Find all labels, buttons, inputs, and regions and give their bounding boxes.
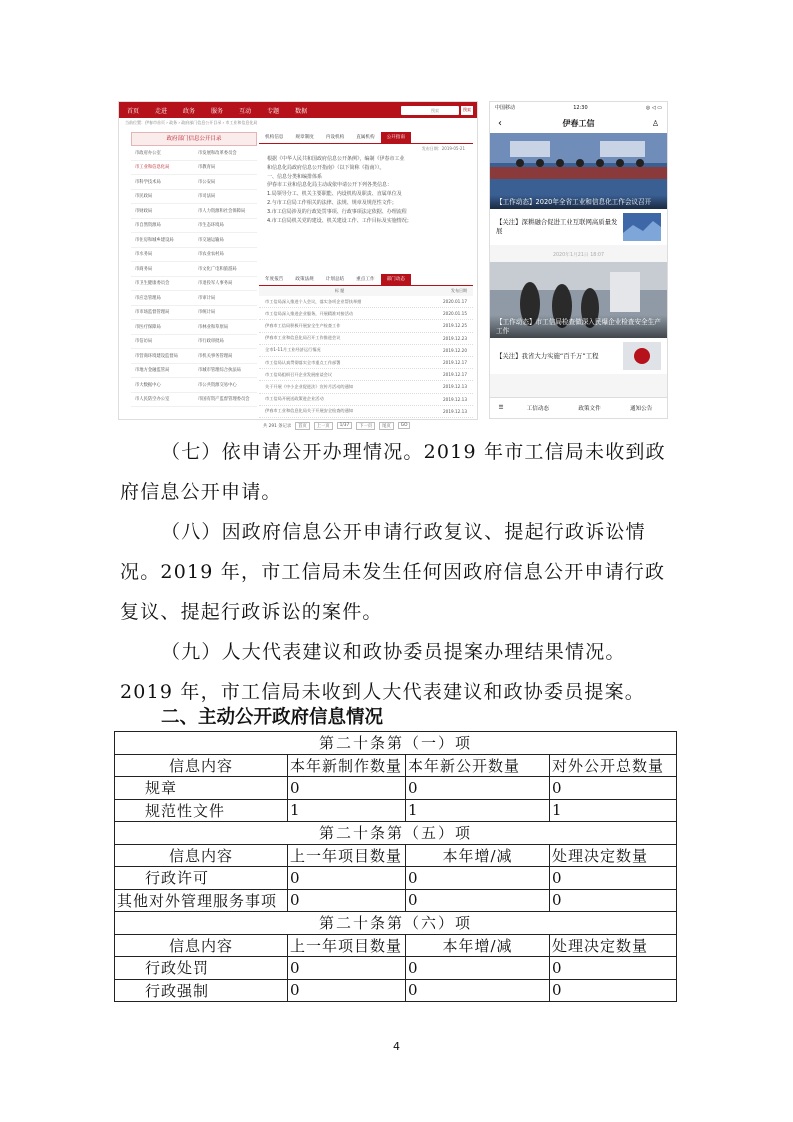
sidebar-item: 市人力资源和社会保障局 — [194, 204, 257, 219]
pager-item: 尾页 — [379, 422, 394, 430]
sidebar-item: 市市场监督管理局 — [131, 306, 194, 321]
header-cell: 信息内容 — [115, 844, 288, 867]
news-card — [490, 262, 667, 374]
row-label: 行政强制 — [115, 979, 288, 1002]
nav-item: 服务 — [211, 107, 224, 115]
list-header-title: 标 题 — [335, 288, 345, 293]
website-tab: 规章制度 — [295, 135, 314, 140]
news-panel — [259, 274, 473, 434]
list-item-title: 市工信局深入推进企业服务，开展精准对接活动 — [265, 310, 353, 316]
search-button: 搜索 — [461, 106, 473, 115]
sidebar-item: 市司法局 — [194, 190, 257, 205]
list-item-date: 2019.12.17 — [443, 360, 467, 366]
website-tab: 直属机构 — [356, 135, 375, 140]
nav-item: 数据 — [295, 107, 308, 115]
guide-tabs — [259, 132, 473, 144]
list-item — [259, 320, 473, 332]
row-label: 其他对外管理服务事项 — [115, 889, 288, 912]
table-cell: 0 — [406, 777, 550, 800]
nav-item: 首页 — [127, 107, 140, 115]
sidebar-item: 市工业和信息化局 — [131, 161, 194, 176]
nav-item: 政务 — [183, 107, 196, 115]
pager-item: GO — [398, 422, 411, 429]
list-item — [259, 357, 473, 369]
list-item-title: 市工信局开展送政策进企业活动 — [265, 396, 324, 402]
back-icon: ‹ — [498, 117, 502, 129]
paragraph-8-line1: （八）因政府信息公开申请行政复议、提起行政诉讼情 — [161, 521, 646, 543]
sidebar-title: 政府部门信息公开目录 — [131, 132, 257, 146]
guide-text — [259, 152, 473, 228]
nav-item: 专题 — [267, 107, 280, 115]
sidebar-item: 市公安局 — [194, 175, 257, 190]
news-subitem — [490, 209, 667, 245]
guide-date: 发布日期：2019-05-21 — [421, 146, 465, 151]
sidebar-item: 市交通运输局 — [194, 233, 257, 248]
paragraph-7-line2: 府信息公开申请。 — [120, 481, 282, 503]
list-item-date: 2019.12.23 — [443, 335, 467, 341]
list-item — [259, 308, 473, 320]
list-item-date: 2019.12.13 — [443, 384, 467, 390]
row-label: 行政处罚 — [115, 957, 288, 980]
carrier-label: 中国移动 — [495, 105, 516, 111]
sidebar-item: 市医疗保障局 — [131, 320, 194, 335]
header-cell: 本年增/减 — [406, 844, 550, 867]
pager-item: 上一页 — [314, 422, 333, 430]
header-cell: 本年新公开数量 — [406, 754, 550, 777]
status-bar — [490, 102, 667, 113]
guide-line: 一、信息分类和编排体系 — [267, 173, 323, 180]
guide-line: 和信息化局政府信息公开指南》（以下简称《指南》）。 — [267, 164, 385, 171]
table-cell: 1 — [288, 799, 406, 822]
table-cell: 0 — [406, 889, 550, 912]
list-item — [259, 369, 473, 381]
list-item-date: 2019.12.13 — [443, 396, 467, 402]
tab-news: 工信动态 — [526, 406, 550, 412]
pager-item: 1/37 — [337, 422, 353, 429]
sidebar-item: 市国有资产监督管理委员会 — [194, 393, 257, 408]
table-cell: 0 — [406, 867, 550, 890]
news-caption: 【工作动态】市工信局检查做深入民爆企业检查安全生产工作 — [490, 315, 667, 338]
app-title-bar — [490, 113, 667, 133]
sidebar-item: 市人民防空办公室 — [131, 393, 194, 408]
menu-icon: ☰ — [498, 405, 504, 411]
sidebar-item: 市审计局 — [194, 291, 257, 306]
table-cell: 0 — [550, 867, 677, 890]
paragraph-7-line1: （七）依申请公开办理情况。2019 年市工信局未收到政 — [161, 441, 666, 463]
sidebar-item: 市地方金融监管局 — [131, 364, 194, 379]
table-cell: 0 — [288, 889, 406, 912]
website-tab: 重点工作 — [356, 277, 375, 282]
sidebar-item: 市营商环境建设监督局 — [131, 349, 194, 364]
sidebar-item: 市民政局 — [131, 190, 194, 205]
user-icon: ♙ — [651, 118, 659, 128]
list-item-title: 市工信局认真贯彻落实全市重点工作部署 — [265, 359, 341, 365]
row-label: 规章 — [115, 777, 288, 800]
sidebar-item: 市文化广电和旅游局 — [194, 262, 257, 277]
list-item-title: 市工信局组织召开企业发展座谈会议 — [265, 371, 333, 377]
website-tab: 内设机构 — [325, 135, 345, 140]
header-cell: 信息内容 — [115, 934, 288, 957]
sidebar-item: 市信访局 — [131, 335, 194, 350]
section-row: 第二十条第（一）项 — [115, 732, 677, 755]
list-item-date: 2019.12.20 — [443, 347, 467, 353]
table-cell: 0 — [406, 979, 550, 1002]
news-photo — [490, 262, 667, 338]
website-search — [401, 106, 473, 115]
date-divider: 2020年1月21日 18:07 — [552, 253, 605, 258]
pager-item: 共 291 条记录 — [263, 423, 292, 429]
table-cell: 0 — [288, 867, 406, 890]
page-number: 4 — [393, 1040, 400, 1053]
header-cell: 处理决定数量 — [550, 844, 677, 867]
nav-item: 走进 — [155, 107, 168, 115]
guide-panel — [259, 132, 473, 228]
sidebar-item: 市机关事务管理局 — [194, 349, 257, 364]
list-item-date: 2020.01.17 — [443, 299, 467, 305]
table-cell: 0 — [406, 957, 550, 980]
header-cell: 上一年项目数量 — [288, 844, 406, 867]
table-cell: 1 — [406, 799, 550, 822]
sidebar-item: 市生态环境局 — [194, 219, 257, 234]
website-tab: 机构信息 — [265, 135, 284, 140]
row-label: 规范性文件 — [115, 799, 288, 822]
website-nav — [119, 102, 477, 118]
sidebar-item: 市统计局 — [194, 306, 257, 321]
guide-line: 2.与市工信局工作相关的法律、法规、规章及规范性文件； — [267, 199, 397, 206]
header-cell: 处理决定数量 — [550, 934, 677, 957]
list-item — [259, 406, 473, 418]
sidebar-item: 市住房和城乡建设局 — [131, 233, 194, 248]
list-item — [259, 296, 473, 308]
paragraph-9-line1: （九）人大代表建议和政协委员提案办理结果情况。 — [161, 641, 626, 663]
website-tab: 部门动态 — [381, 274, 411, 285]
paragraph-8-line3: 复议、提起行政诉讼的案件。 — [120, 601, 383, 623]
sidebar-item: 市农业农村局 — [194, 248, 257, 263]
list-item-title: 关于开展《中小企业促进法》宣传月活动的通知 — [265, 383, 353, 389]
list-item-title: 全市1-11月工业经济运行情况 — [265, 347, 321, 353]
guide-line: 4.市工信局机关党的建设、机关建设工作、工作目标及实施情况； — [267, 217, 412, 224]
pager-item: 下一页 — [356, 422, 375, 430]
info-table — [114, 731, 677, 1002]
news-list — [259, 296, 473, 418]
sidebar-item: 市财政局 — [131, 204, 194, 219]
nav-item: 互动 — [239, 107, 252, 115]
list-item-date: 2019.12.13 — [443, 408, 467, 414]
website-tab: 公开指南 — [381, 132, 411, 143]
tab-policy: 政策文件 — [578, 406, 601, 412]
list-item-title: 市工信局深入推进个人会议，落实各项企业帮扶举措 — [265, 298, 362, 304]
section-row: 第二十条第（五）项 — [115, 822, 677, 845]
list-item-title: 伊春市工业和信息化局关于开展安全检查的通知 — [265, 408, 353, 414]
bottom-tab-bar — [490, 397, 667, 418]
news-subtitle: 【关注】深耕融合促进工业互联网高质量发展 — [496, 218, 618, 235]
sidebar-item: 市退役军人事务局 — [194, 277, 257, 292]
website-screenshot — [118, 101, 478, 429]
header-cell: 信息内容 — [115, 754, 288, 777]
header-cell: 对外公开总数量 — [550, 754, 677, 777]
paragraph-9-line2: 2019 年，市工信局未收到人大代表建议和政协委员提案。 — [120, 681, 645, 703]
table-cell: 0 — [288, 777, 406, 800]
sidebar-item: 市自然资源局 — [131, 219, 194, 234]
table-cell: 1 — [550, 799, 677, 822]
table-cell: 0 — [550, 957, 677, 980]
table-cell: 0 — [550, 889, 677, 912]
guide-line: 1.局领导分工、机关主要职能、内设机构及职责、直属单位及 — [267, 191, 402, 198]
list-header — [259, 286, 473, 296]
sidebar-item: 市林业和草原局 — [194, 320, 257, 335]
pager-item: 首页 — [295, 422, 310, 430]
paragraph-8-line2: 况。2019 年，市工信局未发生任何因政府信息公开申请行政 — [120, 561, 666, 583]
news-thumbnail — [623, 342, 661, 370]
tab-notice: 通知公告 — [629, 406, 653, 412]
news-thumbnail — [623, 213, 661, 241]
list-item-date: 2020.01.15 — [443, 311, 467, 317]
section-heading: 二、主动公开政府信息情况 — [161, 707, 384, 728]
news-tabs — [259, 274, 473, 286]
row-label: 行政许可 — [115, 867, 288, 890]
table-cell: 0 — [550, 979, 677, 1002]
sidebar-item: 市公共资源交易中心 — [194, 378, 257, 393]
sidebar-item: 市商务局 — [131, 262, 194, 277]
list-item — [259, 394, 473, 406]
guide-line: 3.市工信局涉及的行政处罚事项、行政事项法定依据、办理流程 — [267, 208, 407, 215]
sidebar-item: 市卫生健康委员会 — [131, 277, 194, 292]
sidebar — [131, 132, 257, 407]
news-photo — [490, 133, 667, 209]
header-cell: 本年新制作数量 — [288, 754, 406, 777]
list-item — [259, 345, 473, 357]
app-title: 伊春工信 — [562, 118, 595, 128]
website-tab: 年度报告 — [265, 277, 284, 282]
header-cell: 上一年项目数量 — [288, 934, 406, 957]
clock-label: 12:30 — [573, 104, 588, 111]
breadcrumb: 当前位置：伊春市首页 › 政务 › 政府部门信息公开目录 › 市工业和信息化局 — [125, 120, 258, 125]
list-item-date: 2019.12.17 — [443, 372, 467, 378]
sidebar-item: 市大数据中心 — [131, 378, 194, 393]
list-item-title: 伊春市工信局积极开展安全生产检查工作 — [265, 322, 341, 328]
news-caption: 【工作动态】2020年全省工业和信息化工作会议召开 — [490, 195, 667, 210]
website-tab: 政策法规 — [295, 277, 314, 282]
list-header-date: 发布日期 — [451, 288, 467, 293]
website-tab: 计划总结 — [325, 277, 345, 282]
news-subitem — [490, 338, 667, 374]
sidebar-item: 市政府办公室 — [131, 146, 194, 161]
table-cell: 0 — [550, 777, 677, 800]
sidebar-item: 市行政审批局 — [194, 335, 257, 350]
news-subtitle: 【关注】我省大力实施“百千万”工程 — [496, 351, 599, 360]
list-item-date: 2019.12.25 — [443, 323, 467, 329]
list-item — [259, 381, 473, 393]
guide-line: 根据《中华人民共和国政府信息公开条例》，编制《伊春市工业 — [267, 156, 405, 162]
sidebar-item: 市科学技术局 — [131, 175, 194, 190]
phone-screenshot — [489, 101, 668, 419]
table-cell: 0 — [288, 957, 406, 980]
guide-line: 伊春市工业和信息化局主动或依申请公开下列各类信息： — [267, 182, 393, 189]
sidebar-list — [131, 146, 257, 407]
sidebar-item: 市应急管理局 — [131, 291, 194, 306]
sidebar-item: 市教育局 — [194, 161, 257, 176]
list-item-title: 伊春市工业和信息化局召开工作推进会议 — [265, 335, 341, 341]
search-input: 搜索 — [401, 106, 459, 115]
section-row: 第二十条第（六）项 — [115, 912, 677, 935]
header-cell: 本年增/减 — [406, 934, 550, 957]
sidebar-item: 市城市管理综合执法局 — [194, 364, 257, 379]
news-card — [490, 133, 667, 245]
table-cell: 0 — [288, 979, 406, 1002]
battery-icon: ◎ ◁ ▭ — [645, 104, 662, 111]
sidebar-item: 市水务局 — [131, 248, 194, 263]
list-item — [259, 333, 473, 345]
sidebar-item: 市发展和改革委员会 — [194, 146, 257, 161]
